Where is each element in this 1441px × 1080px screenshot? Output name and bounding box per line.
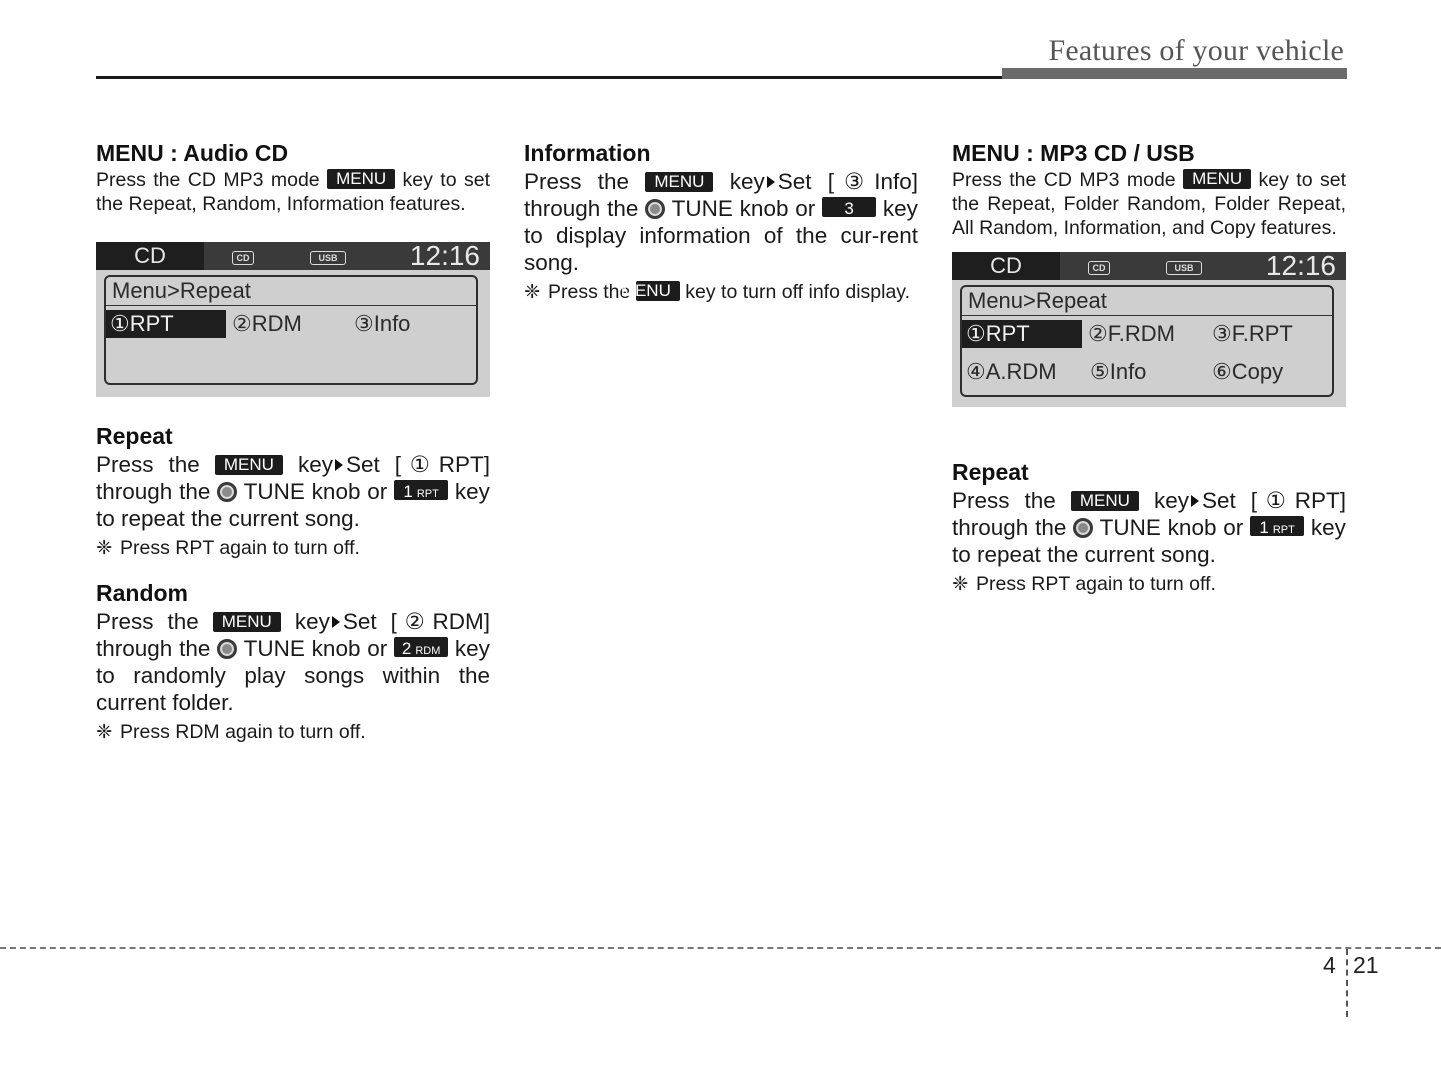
info-preset-key-icon: 3 (822, 197, 876, 217)
usb-icon: USB (310, 251, 346, 265)
subheading-random: Random (96, 580, 188, 606)
arrow-right-icon (1191, 495, 1199, 507)
rpt-preset-key-icon: 1 RPT (394, 480, 448, 500)
repeat-note: ❈ Press RPT again to turn off. (952, 573, 1216, 595)
lcd-mode-label: CD (952, 252, 1060, 280)
intro-paragraph: Press the CD MP3 mode MENU key to set the Repeat, Folder Random, Folder Repeat, All Random, Information, and Copy features. (952, 169, 1346, 239)
lcd-option-info: ③Info (354, 311, 411, 336)
arrow-right-icon (332, 616, 340, 628)
lcd-option-a-rdm: ④A.RDM (966, 359, 1057, 384)
header-rule (96, 76, 1002, 79)
lcd-option-f-rdm: ②F.RDM (1088, 321, 1175, 346)
page-number: 21 (1353, 952, 1379, 978)
repeat-paragraph: Press the MENU key Set [①RPT] through the TUNE knob or 1 RPT key to repeat the current song. (96, 452, 490, 531)
footer-divider (1346, 949, 1348, 1017)
menu-key-icon: MENU (327, 169, 395, 189)
information-note: ❈ Press the MENU key to turn off info display. (524, 281, 911, 303)
arrow-right-icon (767, 176, 775, 188)
section-heading-information: Information (524, 140, 651, 166)
lcd-option-row (962, 358, 1332, 390)
tune-knob-icon (1073, 518, 1093, 538)
intro-paragraph: Press the CD MP3 mode MENU key to set the Repeat, Random, Information features. (96, 169, 490, 215)
menu-key-icon: MENU (1071, 491, 1139, 511)
menu-key-icon: MENU (1183, 169, 1251, 189)
lcd-option-rdm: ②RDM (232, 311, 302, 336)
cd-icon: CD (1088, 261, 1110, 275)
random-paragraph: Press the MENU key Set [②RDM] through the TUNE knob or 2 RDM key to randomly play songs within the current folder. (96, 609, 490, 715)
subheading-repeat: Repeat (96, 423, 173, 449)
usb-icon: USB (1166, 261, 1202, 275)
lcd-clock: 12:16 (409, 240, 480, 271)
lcd-clock: 12:16 (1265, 250, 1336, 281)
lcd-menu-path: Menu>Repeat (106, 277, 476, 306)
menu-key-icon: MENU (645, 172, 713, 192)
repeat-paragraph: Press the MENU key Set [①RPT] through the TUNE knob or 1 RPT key to repeat the current song. (952, 488, 1346, 567)
random-note: ❈ Press RDM again to turn off. (96, 721, 366, 743)
tune-knob-icon (217, 482, 237, 502)
running-header: Features of your vehicle (1048, 34, 1344, 67)
lcd-option-f-rpt: ③F.RPT (1212, 321, 1293, 346)
lcd-option-copy: ⑥Copy (1212, 359, 1284, 384)
subheading-repeat: Repeat (952, 459, 1029, 485)
tune-knob-icon (217, 639, 237, 659)
lcd-status-bar (952, 252, 1346, 280)
arrow-right-icon (335, 459, 343, 471)
chapter-number: 4 (1323, 952, 1336, 978)
column-audio-cd (96, 138, 490, 744)
lcd-option-info: ⑤Info (1090, 359, 1147, 384)
rpt-preset-key-icon: 1 RPT (1250, 516, 1304, 536)
lcd-option-rpt: ①RPT (962, 320, 1082, 348)
footer-rule (0, 947, 1441, 949)
lcd-display-audio-cd (96, 242, 490, 397)
header-bar (1002, 68, 1347, 79)
tune-knob-icon (645, 199, 665, 219)
lcd-menu-frame (960, 285, 1334, 397)
column-mp3-usb (952, 138, 1346, 596)
menu-key-icon: MENU (215, 455, 283, 475)
lcd-status-bar (96, 242, 490, 270)
lcd-display-mp3-usb (952, 252, 1346, 407)
repeat-note: ❈ Press RPT again to turn off. (96, 537, 360, 559)
lcd-menu-path: Menu>Repeat (962, 287, 1332, 316)
menu-key-icon: MENU (636, 281, 680, 301)
section-heading-mp3-usb: MENU : MP3 CD / USB (952, 140, 1195, 166)
lcd-menu-frame (104, 275, 478, 385)
lcd-mode-label: CD (96, 242, 204, 270)
menu-key-icon: MENU (213, 612, 281, 632)
cd-icon: CD (232, 251, 254, 265)
section-heading-audio-cd: MENU : Audio CD (96, 140, 289, 166)
lcd-option-rpt: ①RPT (106, 310, 226, 338)
column-information (524, 138, 918, 304)
information-paragraph: Press the MENU key Set [③Info] through the TUNE knob or 3 key to display information of the cur-rent song. (524, 169, 918, 275)
lcd-option-row (962, 320, 1332, 358)
lcd-option-row (106, 310, 476, 342)
rdm-preset-key-icon: 2 RDM (394, 637, 448, 657)
